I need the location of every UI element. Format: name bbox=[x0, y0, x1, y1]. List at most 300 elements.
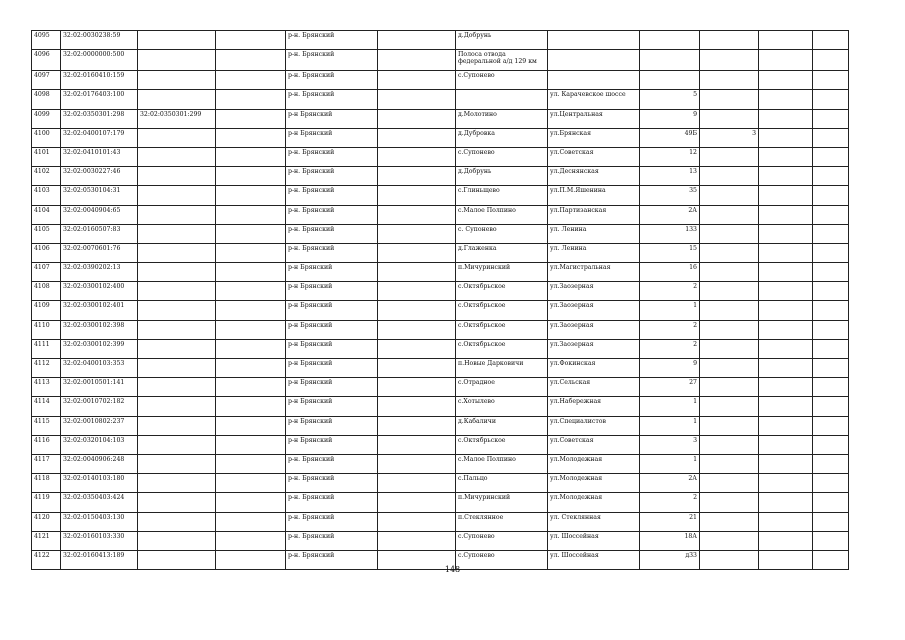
record-number: 4112 bbox=[32, 359, 61, 378]
street: ул.Магистральная bbox=[548, 263, 640, 282]
table-body bbox=[32, 31, 849, 570]
cadastral-number: 32:02:0070601:76 bbox=[61, 243, 138, 262]
table-row bbox=[32, 512, 849, 531]
table-row bbox=[32, 71, 849, 90]
cadastral-number: 32:02:0160410:159 bbox=[61, 71, 138, 90]
house-number: 21 bbox=[640, 512, 700, 531]
district: р-н. Брянский bbox=[286, 224, 378, 243]
sub-number bbox=[700, 31, 759, 50]
locality: с.Октябрьское bbox=[456, 301, 548, 320]
record-number: 4107 bbox=[32, 263, 61, 282]
cadastral-number: 32:02:0000000:500 bbox=[61, 50, 138, 71]
sub-number bbox=[700, 454, 759, 473]
house-number: 2А bbox=[640, 205, 700, 224]
sub-number bbox=[700, 282, 759, 301]
empty-cell bbox=[813, 493, 849, 512]
empty-cell bbox=[813, 301, 849, 320]
empty-cell bbox=[759, 320, 813, 339]
table-row bbox=[32, 301, 849, 320]
cadastral-number: 32:02:0400103:353 bbox=[61, 359, 138, 378]
previous-cadastral-number bbox=[138, 378, 216, 397]
sub-number bbox=[700, 416, 759, 435]
empty-cell bbox=[759, 205, 813, 224]
street: ул.Советская bbox=[548, 147, 640, 166]
record-number: 4113 bbox=[32, 378, 61, 397]
empty-cell bbox=[216, 531, 286, 550]
previous-cadastral-number bbox=[138, 167, 216, 186]
previous-cadastral-number bbox=[138, 243, 216, 262]
empty-cell bbox=[378, 474, 456, 493]
empty-cell bbox=[813, 167, 849, 186]
district: р-н Брянский bbox=[286, 339, 378, 358]
street: ул.Заозерная bbox=[548, 301, 640, 320]
locality: п.Новые Дарковичи bbox=[456, 359, 548, 378]
empty-cell bbox=[813, 186, 849, 205]
sub-number bbox=[700, 263, 759, 282]
house-number bbox=[640, 71, 700, 90]
street: ул.Фокинская bbox=[548, 359, 640, 378]
table-row bbox=[32, 339, 849, 358]
locality: с.Супонево bbox=[456, 147, 548, 166]
previous-cadastral-number: 32:02:0350301:299 bbox=[138, 109, 216, 128]
previous-cadastral-number bbox=[138, 50, 216, 71]
sub-number bbox=[700, 224, 759, 243]
empty-cell bbox=[759, 359, 813, 378]
locality: с.Пальцо bbox=[456, 474, 548, 493]
table-row bbox=[32, 186, 849, 205]
empty-cell bbox=[378, 167, 456, 186]
cadastral-number: 32:02:0410101:43 bbox=[61, 147, 138, 166]
empty-cell bbox=[216, 282, 286, 301]
register-table bbox=[31, 30, 849, 570]
street: ул. Шоссейная bbox=[548, 531, 640, 550]
empty-cell bbox=[759, 50, 813, 71]
empty-cell bbox=[813, 243, 849, 262]
house-number: 49Б bbox=[640, 128, 700, 147]
table-row bbox=[32, 224, 849, 243]
cadastral-number: 32:02:0030238:59 bbox=[61, 31, 138, 50]
empty-cell bbox=[378, 493, 456, 512]
house-number: 9 bbox=[640, 359, 700, 378]
table-row bbox=[32, 359, 849, 378]
empty-cell bbox=[759, 378, 813, 397]
sub-number bbox=[700, 359, 759, 378]
empty-cell bbox=[378, 31, 456, 50]
previous-cadastral-number bbox=[138, 474, 216, 493]
empty-cell bbox=[813, 416, 849, 435]
table-row bbox=[32, 205, 849, 224]
street: ул. Карачевское шоссе bbox=[548, 90, 640, 109]
cadastral-number: 32:02:0350403:424 bbox=[61, 493, 138, 512]
empty-cell bbox=[759, 416, 813, 435]
empty-cell bbox=[216, 243, 286, 262]
street: ул.Заозерная bbox=[548, 282, 640, 301]
sub-number bbox=[700, 243, 759, 262]
house-number: 35 bbox=[640, 186, 700, 205]
house-number bbox=[640, 31, 700, 50]
empty-cell bbox=[216, 50, 286, 71]
empty-cell bbox=[378, 186, 456, 205]
locality: с.Глиньщево bbox=[456, 186, 548, 205]
empty-cell bbox=[216, 186, 286, 205]
street: ул. Ленина bbox=[548, 243, 640, 262]
empty-cell bbox=[216, 128, 286, 147]
empty-cell bbox=[759, 282, 813, 301]
empty-cell bbox=[216, 301, 286, 320]
cadastral-number: 32:02:0030227:46 bbox=[61, 167, 138, 186]
record-number: 4118 bbox=[32, 474, 61, 493]
cadastral-number: 32:02:0140103:180 bbox=[61, 474, 138, 493]
sub-number bbox=[700, 50, 759, 71]
empty-cell bbox=[759, 397, 813, 416]
street: ул.Сельская bbox=[548, 378, 640, 397]
empty-cell bbox=[216, 31, 286, 50]
district: р-н Брянский bbox=[286, 282, 378, 301]
empty-cell bbox=[759, 186, 813, 205]
table-row bbox=[32, 90, 849, 109]
sub-number bbox=[700, 186, 759, 205]
district: р-н. Брянский bbox=[286, 454, 378, 473]
locality: д.Добрунь bbox=[456, 31, 548, 50]
table-row bbox=[32, 31, 849, 50]
empty-cell bbox=[378, 71, 456, 90]
empty-cell bbox=[378, 224, 456, 243]
previous-cadastral-number bbox=[138, 71, 216, 90]
house-number: 1 bbox=[640, 416, 700, 435]
locality: с.Супонево bbox=[456, 550, 548, 569]
cadastral-number: 32:02:0530104:31 bbox=[61, 186, 138, 205]
previous-cadastral-number bbox=[138, 147, 216, 166]
district: р-н. Брянский bbox=[286, 31, 378, 50]
street: ул.Центральная bbox=[548, 109, 640, 128]
cadastral-number: 32:02:0390202:13 bbox=[61, 263, 138, 282]
empty-cell bbox=[813, 320, 849, 339]
locality: с.Супонево bbox=[456, 71, 548, 90]
cadastral-number: 32:02:0040904:65 bbox=[61, 205, 138, 224]
empty-cell bbox=[216, 167, 286, 186]
empty-cell bbox=[378, 531, 456, 550]
previous-cadastral-number bbox=[138, 531, 216, 550]
empty-cell bbox=[813, 50, 849, 71]
sub-number bbox=[700, 397, 759, 416]
empty-cell bbox=[378, 301, 456, 320]
street: ул.Партизанская bbox=[548, 205, 640, 224]
district: р-н. Брянский bbox=[286, 71, 378, 90]
locality: Полоса отвода федеральной а/д 129 км bbox=[456, 50, 548, 71]
sub-number bbox=[700, 339, 759, 358]
record-number: 4116 bbox=[32, 435, 61, 454]
cadastral-number: 32:02:0150403:130 bbox=[61, 512, 138, 531]
house-number: д33 bbox=[640, 550, 700, 569]
empty-cell bbox=[813, 339, 849, 358]
empty-cell bbox=[759, 224, 813, 243]
house-number: 2 bbox=[640, 493, 700, 512]
locality: п.Мичуринский bbox=[456, 493, 548, 512]
empty-cell bbox=[759, 531, 813, 550]
empty-cell bbox=[378, 359, 456, 378]
sub-number bbox=[700, 71, 759, 90]
table-row bbox=[32, 147, 849, 166]
record-number: 4121 bbox=[32, 531, 61, 550]
empty-cell bbox=[378, 90, 456, 109]
record-number: 4103 bbox=[32, 186, 61, 205]
district: р-н. Брянский bbox=[286, 186, 378, 205]
district: р-н Брянский bbox=[286, 320, 378, 339]
record-number: 4099 bbox=[32, 109, 61, 128]
previous-cadastral-number bbox=[138, 224, 216, 243]
street: ул. Шоссейная bbox=[548, 550, 640, 569]
empty-cell bbox=[216, 263, 286, 282]
empty-cell bbox=[759, 243, 813, 262]
table-row bbox=[32, 167, 849, 186]
record-number: 4106 bbox=[32, 243, 61, 262]
cadastral-number: 32:02:0040906:248 bbox=[61, 454, 138, 473]
previous-cadastral-number bbox=[138, 301, 216, 320]
house-number: 5 bbox=[640, 90, 700, 109]
locality: с.Отрадное bbox=[456, 378, 548, 397]
empty-cell bbox=[813, 435, 849, 454]
house-number: 2А bbox=[640, 474, 700, 493]
street bbox=[548, 50, 640, 71]
table-row bbox=[32, 378, 849, 397]
empty-cell bbox=[216, 512, 286, 531]
empty-cell bbox=[813, 71, 849, 90]
empty-cell bbox=[216, 397, 286, 416]
district: р-н. Брянский bbox=[286, 90, 378, 109]
empty-cell bbox=[378, 339, 456, 358]
empty-cell bbox=[813, 397, 849, 416]
street: ул.Деснянская bbox=[548, 167, 640, 186]
house-number: 2 bbox=[640, 339, 700, 358]
empty-cell bbox=[759, 147, 813, 166]
house-number: 9 bbox=[640, 109, 700, 128]
empty-cell bbox=[378, 512, 456, 531]
empty-cell bbox=[759, 71, 813, 90]
street: ул.Молодежная bbox=[548, 454, 640, 473]
district: р-н. Брянский bbox=[286, 493, 378, 512]
house-number: 1 bbox=[640, 397, 700, 416]
empty-cell bbox=[759, 128, 813, 147]
cadastral-number: 32:02:0300102:401 bbox=[61, 301, 138, 320]
record-number: 4115 bbox=[32, 416, 61, 435]
cadastral-number: 32:02:0400107:179 bbox=[61, 128, 138, 147]
sub-number bbox=[700, 474, 759, 493]
house-number: 15 bbox=[640, 243, 700, 262]
record-number: 4098 bbox=[32, 90, 61, 109]
previous-cadastral-number bbox=[138, 205, 216, 224]
cadastral-number: 32:02:0010802:237 bbox=[61, 416, 138, 435]
empty-cell bbox=[378, 243, 456, 262]
district: р-н. Брянский bbox=[286, 167, 378, 186]
previous-cadastral-number bbox=[138, 263, 216, 282]
previous-cadastral-number bbox=[138, 31, 216, 50]
house-number: 13 bbox=[640, 167, 700, 186]
empty-cell bbox=[378, 454, 456, 473]
house-number: 16 bbox=[640, 263, 700, 282]
district: р-н. Брянский bbox=[286, 474, 378, 493]
district: р-н Брянский bbox=[286, 435, 378, 454]
record-number: 4101 bbox=[32, 147, 61, 166]
empty-cell bbox=[216, 71, 286, 90]
empty-cell bbox=[216, 359, 286, 378]
street: ул.Заозерная bbox=[548, 339, 640, 358]
table-row bbox=[32, 416, 849, 435]
sub-number bbox=[700, 531, 759, 550]
cadastral-number: 32:02:0320104:103 bbox=[61, 435, 138, 454]
cadastral-number: 32:02:0160507:83 bbox=[61, 224, 138, 243]
locality: с.Супонево bbox=[456, 531, 548, 550]
table-row bbox=[32, 474, 849, 493]
empty-cell bbox=[813, 31, 849, 50]
cadastral-number: 32:02:0010501:141 bbox=[61, 378, 138, 397]
empty-cell bbox=[813, 263, 849, 282]
previous-cadastral-number bbox=[138, 416, 216, 435]
record-number: 4097 bbox=[32, 71, 61, 90]
previous-cadastral-number bbox=[138, 512, 216, 531]
locality: д.Глаженка bbox=[456, 243, 548, 262]
previous-cadastral-number bbox=[138, 186, 216, 205]
sub-number bbox=[700, 109, 759, 128]
empty-cell bbox=[813, 512, 849, 531]
table-row bbox=[32, 243, 849, 262]
house-number: 2 bbox=[640, 282, 700, 301]
previous-cadastral-number bbox=[138, 435, 216, 454]
street: ул.Специалистов bbox=[548, 416, 640, 435]
empty-cell bbox=[759, 454, 813, 473]
record-number: 4109 bbox=[32, 301, 61, 320]
empty-cell bbox=[216, 90, 286, 109]
record-number: 4119 bbox=[32, 493, 61, 512]
house-number bbox=[640, 50, 700, 71]
empty-cell bbox=[378, 263, 456, 282]
empty-cell bbox=[378, 128, 456, 147]
empty-cell bbox=[216, 493, 286, 512]
cadastral-number: 32:02:0010702:182 bbox=[61, 397, 138, 416]
district: р-н. Брянский bbox=[286, 531, 378, 550]
previous-cadastral-number bbox=[138, 282, 216, 301]
house-number: 1 bbox=[640, 301, 700, 320]
empty-cell bbox=[813, 359, 849, 378]
record-number: 4096 bbox=[32, 50, 61, 71]
sub-number bbox=[700, 205, 759, 224]
table-row bbox=[32, 128, 849, 147]
sub-number bbox=[700, 512, 759, 531]
empty-cell bbox=[378, 50, 456, 71]
previous-cadastral-number bbox=[138, 128, 216, 147]
sub-number: 3 bbox=[700, 128, 759, 147]
district: р-н Брянский bbox=[286, 263, 378, 282]
empty-cell bbox=[216, 435, 286, 454]
empty-cell bbox=[759, 90, 813, 109]
locality bbox=[456, 90, 548, 109]
cadastral-number: 32:02:0160413:189 bbox=[61, 550, 138, 569]
table-row bbox=[32, 454, 849, 473]
empty-cell bbox=[216, 474, 286, 493]
district: р-н. Брянский bbox=[286, 205, 378, 224]
locality: с.Малое Полпино bbox=[456, 454, 548, 473]
empty-cell bbox=[759, 167, 813, 186]
empty-cell bbox=[759, 109, 813, 128]
district: р-н. Брянский bbox=[286, 147, 378, 166]
empty-cell bbox=[378, 397, 456, 416]
empty-cell bbox=[216, 109, 286, 128]
empty-cell bbox=[759, 339, 813, 358]
record-number: 4102 bbox=[32, 167, 61, 186]
empty-cell bbox=[813, 282, 849, 301]
cadastral-number: 32:02:0300102:400 bbox=[61, 282, 138, 301]
district: р-н. Брянский bbox=[286, 550, 378, 569]
locality: с.Хотылево bbox=[456, 397, 548, 416]
locality: д.Добрунь bbox=[456, 167, 548, 186]
empty-cell bbox=[378, 109, 456, 128]
empty-cell bbox=[813, 454, 849, 473]
district: р-н Брянский bbox=[286, 416, 378, 435]
locality: с.Малое Полпино bbox=[456, 205, 548, 224]
table-row bbox=[32, 531, 849, 550]
table-row bbox=[32, 50, 849, 71]
cadastral-number: 32:02:0176403:100 bbox=[61, 90, 138, 109]
district: р-н Брянский bbox=[286, 109, 378, 128]
previous-cadastral-number bbox=[138, 454, 216, 473]
empty-cell bbox=[216, 416, 286, 435]
street bbox=[548, 71, 640, 90]
district: р-н Брянский bbox=[286, 397, 378, 416]
empty-cell bbox=[813, 474, 849, 493]
previous-cadastral-number bbox=[138, 397, 216, 416]
district: р-н. Брянский bbox=[286, 512, 378, 531]
sub-number bbox=[700, 378, 759, 397]
record-number: 4105 bbox=[32, 224, 61, 243]
empty-cell bbox=[813, 128, 849, 147]
empty-cell bbox=[813, 109, 849, 128]
sub-number bbox=[700, 147, 759, 166]
empty-cell bbox=[378, 435, 456, 454]
locality: с. Супонево bbox=[456, 224, 548, 243]
table-row bbox=[32, 109, 849, 128]
house-number: 18А bbox=[640, 531, 700, 550]
house-number: 27 bbox=[640, 378, 700, 397]
house-number: 12 bbox=[640, 147, 700, 166]
empty-cell bbox=[813, 531, 849, 550]
empty-cell bbox=[378, 320, 456, 339]
previous-cadastral-number bbox=[138, 320, 216, 339]
street: ул.Молодежная bbox=[548, 474, 640, 493]
empty-cell bbox=[216, 378, 286, 397]
street: ул.Молодежная bbox=[548, 493, 640, 512]
table-row bbox=[32, 435, 849, 454]
locality: д.Кабаличи bbox=[456, 416, 548, 435]
record-number: 4095 bbox=[32, 31, 61, 50]
empty-cell bbox=[216, 205, 286, 224]
locality: с.Октябрьское bbox=[456, 320, 548, 339]
record-number: 4122 bbox=[32, 550, 61, 569]
empty-cell bbox=[813, 205, 849, 224]
empty-cell bbox=[759, 263, 813, 282]
record-number: 4114 bbox=[32, 397, 61, 416]
page-number: 148 bbox=[444, 565, 461, 574]
empty-cell bbox=[216, 454, 286, 473]
district: р-н Брянский bbox=[286, 301, 378, 320]
locality: д.Молотино bbox=[456, 109, 548, 128]
record-number: 4117 bbox=[32, 454, 61, 473]
street: ул.Заозерная bbox=[548, 320, 640, 339]
sub-number bbox=[700, 301, 759, 320]
empty-cell bbox=[759, 301, 813, 320]
table-row bbox=[32, 397, 849, 416]
house-number: 3 bbox=[640, 435, 700, 454]
district: р-н Брянский bbox=[286, 359, 378, 378]
empty-cell bbox=[378, 147, 456, 166]
